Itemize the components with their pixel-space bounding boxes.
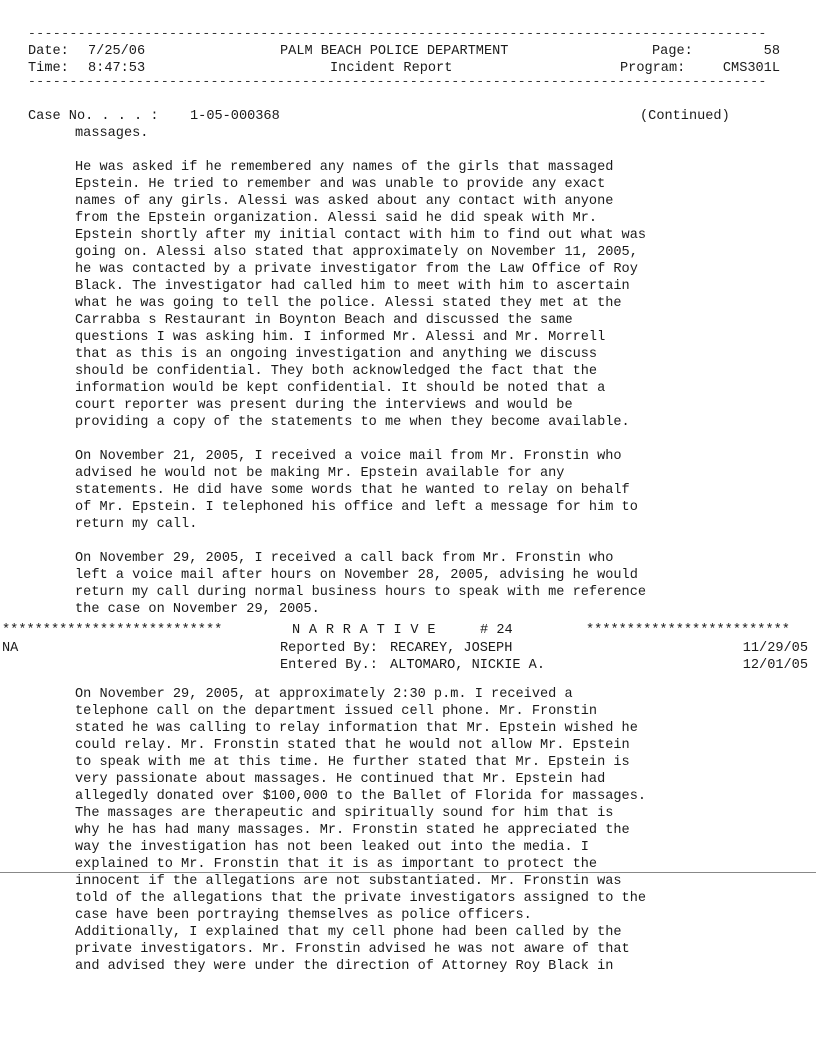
narrative-banner-left: *************************** — [2, 623, 223, 638]
continuation-first-line: massages. — [75, 126, 149, 141]
header-top-rule: ----------------------------------------------------------------------------------------- — [28, 30, 767, 38]
case-number: 1-05-000368 — [190, 109, 280, 124]
paragraph-callback-nov29: On November 29, 2005, I received a call back from Mr. Fronstin who left a voice mail after hours on November 28, 2005, advising he would return my call during normal business hours to speak with me reference the case on November 29, 2005. — [75, 551, 647, 617]
paragraph-voicemail-nov21: On November 21, 2005, I received a voice mail from Mr. Fronstin who advised he would not be making Mr. Epstein available for any statements. He did have some words that he wanted to relay on behalf of Mr. Epstein. I telephoned his office and left a message for him to return my call. — [75, 449, 638, 532]
program-label: Program: — [620, 61, 686, 76]
narrative-banner-title: N A R R A T I V E — [292, 623, 436, 638]
paragraph-alessi-interview: He was asked if he remembered any names of the girls that massaged Epstein. He tried to remember and was unable to provide any exact names of any girls. Alessi was asked about any contact with anyone from the Epstein organization. Alessi said he did speak with Mr. Epstein shortly after my initial contact with him to find out what was going on. Alessi also stated that approximately on November 11, 2005, he was contacted by a private investigator from the Law Office of Roy Black. The investigator had called him to meet with him to ascertain what he was going to tell the police. Alessi stated they met at the Carrabba s Restaurant in Boynton Beach and discussed the same questions I was asking him. I informed Mr. Alessi and Mr. Morrell that as this is an ongoing investigation and anything we discuss should be confidential. They both acknowledged the fact that the information would be kept confidential. It should be noted that a court reporter was present during the interviews and would be providing a copy of the statements to me when they become available. — [75, 160, 647, 430]
reported-by-name: RECAREY, JOSEPH — [390, 641, 513, 656]
report-title: Incident Report — [330, 61, 453, 76]
narrative-code: NA — [2, 641, 19, 656]
time-label: Time: — [28, 61, 69, 76]
page-number: 58 — [763, 44, 780, 59]
date-label: Date: — [28, 44, 69, 59]
header-bottom-rule: ----------------------------------------------------------------------------------------- — [28, 78, 767, 86]
case-label: Case No. . . . : — [28, 109, 159, 124]
entered-date: 12/01/05 — [742, 658, 808, 673]
reported-by-label: Reported By: — [280, 641, 378, 656]
entered-by-name: ALTOMARO, NICKIE A. — [390, 658, 545, 673]
narrative-body: On November 29, 2005, at approximately 2:30 p.m. I received a telephone call on the department issued cell phone. Mr. Fronstin stated he was calling to relay information that Mr. Epstein wished he could relay. Mr. Fronstin stated that he would not allow Mr. Epstein to speak with me at this time. He further stated that Mr. Epstein is very passionate about massages. He continued that Mr. Epstein had allegedly donated over $100,000 to the Ballet of Florida for massages. The massages are therapeutic and spiritually sound for him that is why he has had many massages. Mr. Fronstin stated he appreciated the way the investigation has not been leaked out into the media. I explained to Mr. Fronstin that it is as important to protect the innocent if the allegations are not substantiated. Mr. Fronstin was told of the allegations that the private investigators assigned to the case have been portraying themselves as police officers. Additionally, I explained that my cell phone had been called by the private investigators. Mr. Fronstin advised he was not aware of that and advised they were under the direction of Attorney Roy Black in — [75, 687, 647, 974]
entered-by-label: Entered By.: — [280, 658, 378, 673]
time-value: 8:47:53 — [88, 61, 146, 76]
narrative-number: # 24 — [480, 623, 513, 638]
continued-status: (Continued) — [640, 109, 730, 124]
department-name: PALM BEACH POLICE DEPARTMENT — [280, 44, 509, 59]
narrative-banner-right: ************************* — [586, 623, 790, 638]
date-value: 7/25/06 — [88, 44, 146, 59]
scan-line-artifact — [0, 872, 816, 873]
program-code: CMS301L — [722, 61, 780, 76]
reported-date: 11/29/05 — [742, 641, 808, 656]
page-label: Page: — [652, 44, 693, 59]
